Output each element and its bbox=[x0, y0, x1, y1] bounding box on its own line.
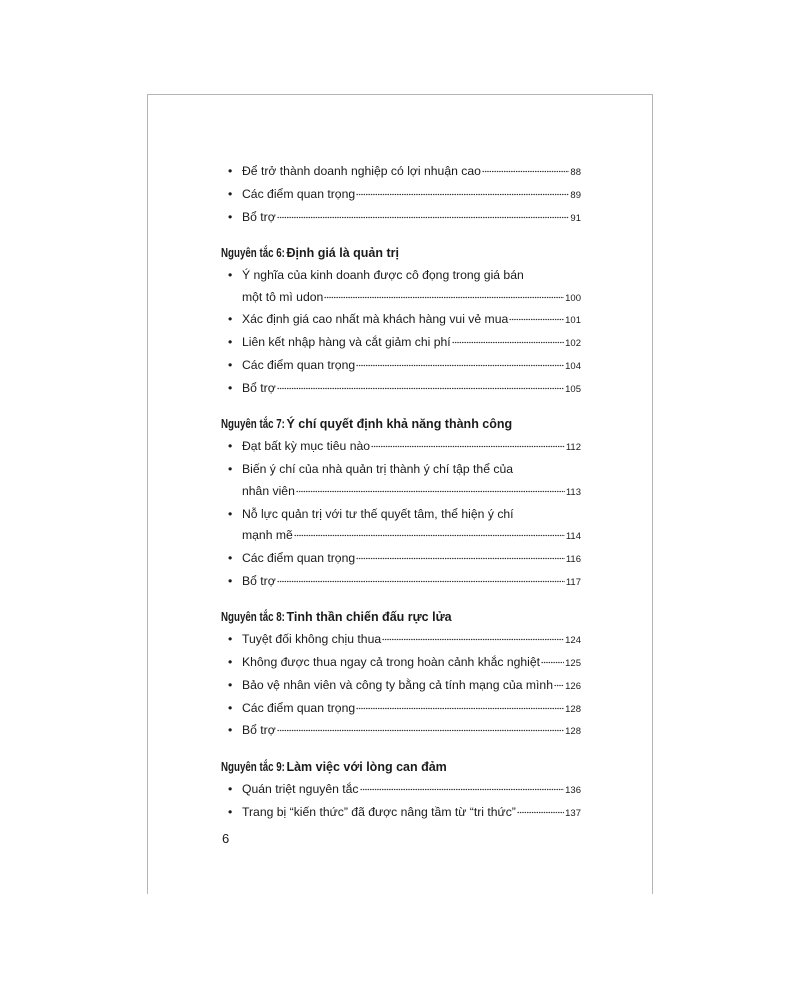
toc-entry[interactable] bbox=[221, 459, 581, 504]
dot-leader bbox=[356, 193, 569, 198]
bullet-icon: • bbox=[228, 781, 233, 796]
toc-entry[interactable] bbox=[221, 355, 581, 378]
toc-entry-text-line1: Ý nghĩa của kinh doanh được cô đọng trong giá bán bbox=[242, 267, 524, 282]
bullet-icon: • bbox=[228, 461, 233, 476]
toc-entry-page: 88 bbox=[570, 167, 581, 178]
toc-entry[interactable] bbox=[221, 802, 581, 825]
dot-leader bbox=[452, 341, 564, 346]
toc-entry-text: Bổ trợ bbox=[242, 209, 276, 224]
dot-leader bbox=[356, 707, 564, 712]
toc-entry[interactable] bbox=[221, 207, 581, 230]
toc-entry-text: Trang bị “kiến thức” đã được nâng tầm từ “tri thức” bbox=[242, 804, 516, 819]
toc-entry-page: 116 bbox=[565, 554, 581, 566]
bullet-icon: • bbox=[228, 380, 233, 395]
bullet-icon: • bbox=[228, 655, 233, 670]
dot-leader bbox=[509, 318, 564, 323]
bullet-icon: • bbox=[228, 312, 233, 327]
bullet-icon: • bbox=[228, 804, 233, 819]
bullet-icon: • bbox=[228, 209, 233, 224]
dot-leader bbox=[277, 580, 565, 585]
bullet-icon: • bbox=[228, 632, 233, 647]
toc-entry[interactable] bbox=[221, 675, 581, 698]
toc-entry[interactable] bbox=[221, 161, 581, 184]
toc-entry[interactable] bbox=[221, 378, 581, 401]
toc-entry-text: Bảo vệ nhân viên và công ty bằng cả tính mạng của mình bbox=[242, 677, 553, 692]
bullet-icon: • bbox=[228, 267, 233, 282]
toc-entry-text: Tuyệt đối không chịu thua bbox=[242, 632, 382, 647]
toc-entry-page: 128 bbox=[565, 726, 581, 738]
toc-entry-page: 128 bbox=[565, 703, 581, 715]
toc-entry[interactable] bbox=[221, 436, 581, 459]
toc-section bbox=[221, 161, 581, 229]
toc-entry-page: 100 bbox=[565, 292, 581, 304]
bullet-icon: • bbox=[228, 573, 233, 588]
toc-entry-text: Xác định giá cao nhất mà khách hàng vui vẻ mua bbox=[242, 312, 509, 327]
section-heading-prefix: Nguyên tắc 6: bbox=[221, 245, 285, 260]
dot-leader bbox=[382, 638, 564, 643]
toc-entry-page: 112 bbox=[565, 442, 581, 454]
page-number: 6 bbox=[222, 831, 230, 846]
toc-entry-page: 137 bbox=[565, 807, 581, 819]
toc-entry-text: Các điểm quan trọng bbox=[242, 358, 356, 373]
toc-entry-text-line1: Nỗ lực quản trị với tư thế quyết tâm, thể hiện ý chí bbox=[242, 506, 514, 521]
toc-entry-text: Liên kết nhập hàng và cắt giảm chi phí bbox=[242, 335, 451, 350]
toc-entry-text: Bổ trợ bbox=[242, 573, 276, 588]
toc-entry-page: 124 bbox=[565, 635, 581, 647]
toc-entry-text: một tô mì udon bbox=[242, 289, 324, 304]
toc-entry[interactable] bbox=[221, 332, 581, 355]
toc-entry-page: 114 bbox=[565, 531, 581, 543]
bullet-icon: • bbox=[228, 164, 233, 178]
toc-entry-text: Đạt bất kỳ mục tiêu nào bbox=[242, 439, 371, 454]
toc-entry-page: 89 bbox=[570, 189, 581, 201]
toc-entry-text: Để trở thành doanh nghiệp có lợi nhuận cao bbox=[242, 164, 481, 178]
bullet-icon: • bbox=[228, 358, 233, 373]
toc-entry-text: Các điểm quan trọng bbox=[242, 186, 356, 201]
toc-entry-text: Bổ trợ bbox=[242, 723, 276, 738]
toc-entry-page: 91 bbox=[570, 212, 581, 224]
dot-leader bbox=[294, 534, 565, 539]
bullet-icon: • bbox=[228, 551, 233, 566]
dot-leader bbox=[356, 364, 564, 369]
toc-section bbox=[221, 243, 581, 401]
toc-entry-page: 101 bbox=[565, 315, 581, 327]
dot-leader bbox=[356, 557, 565, 562]
dot-leader bbox=[296, 490, 565, 495]
toc-entry-text: nhân viên bbox=[242, 483, 295, 498]
toc-entry[interactable] bbox=[221, 629, 581, 652]
section-heading bbox=[221, 757, 581, 777]
dot-leader bbox=[517, 811, 564, 816]
toc-entry[interactable] bbox=[221, 504, 581, 549]
toc-entry[interactable] bbox=[221, 548, 581, 571]
toc-section bbox=[221, 757, 581, 825]
bullet-icon: • bbox=[228, 700, 233, 715]
toc-entry-page: 125 bbox=[565, 658, 581, 670]
bullet-icon: • bbox=[228, 186, 233, 201]
section-heading bbox=[221, 414, 581, 434]
dot-leader bbox=[541, 661, 564, 666]
toc-entry-page: 126 bbox=[565, 680, 581, 692]
toc-entry-text: mạnh mẽ bbox=[242, 528, 293, 543]
bullet-icon: • bbox=[228, 506, 233, 521]
toc-entry[interactable] bbox=[221, 720, 581, 743]
bullet-icon: • bbox=[228, 439, 233, 454]
dot-leader bbox=[277, 216, 570, 221]
toc-entry-page: 117 bbox=[565, 576, 581, 588]
toc-section bbox=[221, 607, 581, 743]
toc-entry-page: 104 bbox=[565, 361, 581, 373]
toc-entry[interactable] bbox=[221, 184, 581, 207]
toc-entry[interactable] bbox=[221, 652, 581, 675]
toc-entry-page: 102 bbox=[565, 338, 581, 350]
dot-leader bbox=[360, 788, 565, 793]
dot-leader bbox=[277, 387, 564, 392]
toc-entry[interactable] bbox=[221, 265, 581, 310]
toc-entry[interactable] bbox=[221, 309, 581, 332]
dot-leader bbox=[371, 445, 565, 450]
toc-entry-text: Bổ trợ bbox=[242, 380, 276, 395]
bullet-icon: • bbox=[228, 335, 233, 350]
section-heading-title: Tinh thần chiến đấu rực lửa bbox=[286, 610, 452, 625]
toc-entry[interactable] bbox=[221, 779, 581, 802]
toc-entry[interactable] bbox=[221, 698, 581, 721]
toc-section bbox=[221, 414, 581, 594]
section-heading-title: Định giá là quản trị bbox=[286, 245, 399, 260]
section-heading-prefix: Nguyên tắc 9: bbox=[221, 759, 285, 774]
section-heading-title: Ý chí quyết định khả năng thành công bbox=[286, 417, 513, 432]
toc-entry-text: Không được thua ngay cả trong hoàn cảnh khắc nghiệt bbox=[242, 655, 541, 670]
toc-entry-page: 113 bbox=[565, 486, 581, 498]
toc-entry-text: Quán triệt nguyên tắc bbox=[242, 781, 359, 796]
section-heading-title: Làm việc với lòng can đảm bbox=[286, 759, 447, 774]
dot-leader bbox=[277, 729, 564, 734]
toc-entry-text: Các điểm quan trọng bbox=[242, 700, 356, 715]
toc-entry-page: 136 bbox=[565, 784, 581, 796]
toc-entry-text-line1: Biến ý chí của nhà quản trị thành ý chí tập thể của bbox=[242, 461, 514, 476]
bullet-icon: • bbox=[228, 677, 233, 692]
section-heading bbox=[221, 607, 581, 627]
section-heading bbox=[221, 243, 581, 263]
dot-leader bbox=[482, 170, 570, 175]
bullet-icon: • bbox=[228, 723, 233, 738]
toc-entry[interactable] bbox=[221, 571, 581, 594]
table-of-contents bbox=[221, 161, 581, 824]
dot-leader bbox=[554, 684, 564, 689]
toc-entry-text: Các điểm quan trọng bbox=[242, 551, 356, 566]
section-heading-prefix: Nguyên tắc 8: bbox=[221, 610, 285, 625]
dot-leader bbox=[324, 296, 564, 301]
toc-entry-page: 105 bbox=[565, 383, 581, 395]
section-heading-prefix: Nguyên tắc 7: bbox=[221, 417, 285, 432]
